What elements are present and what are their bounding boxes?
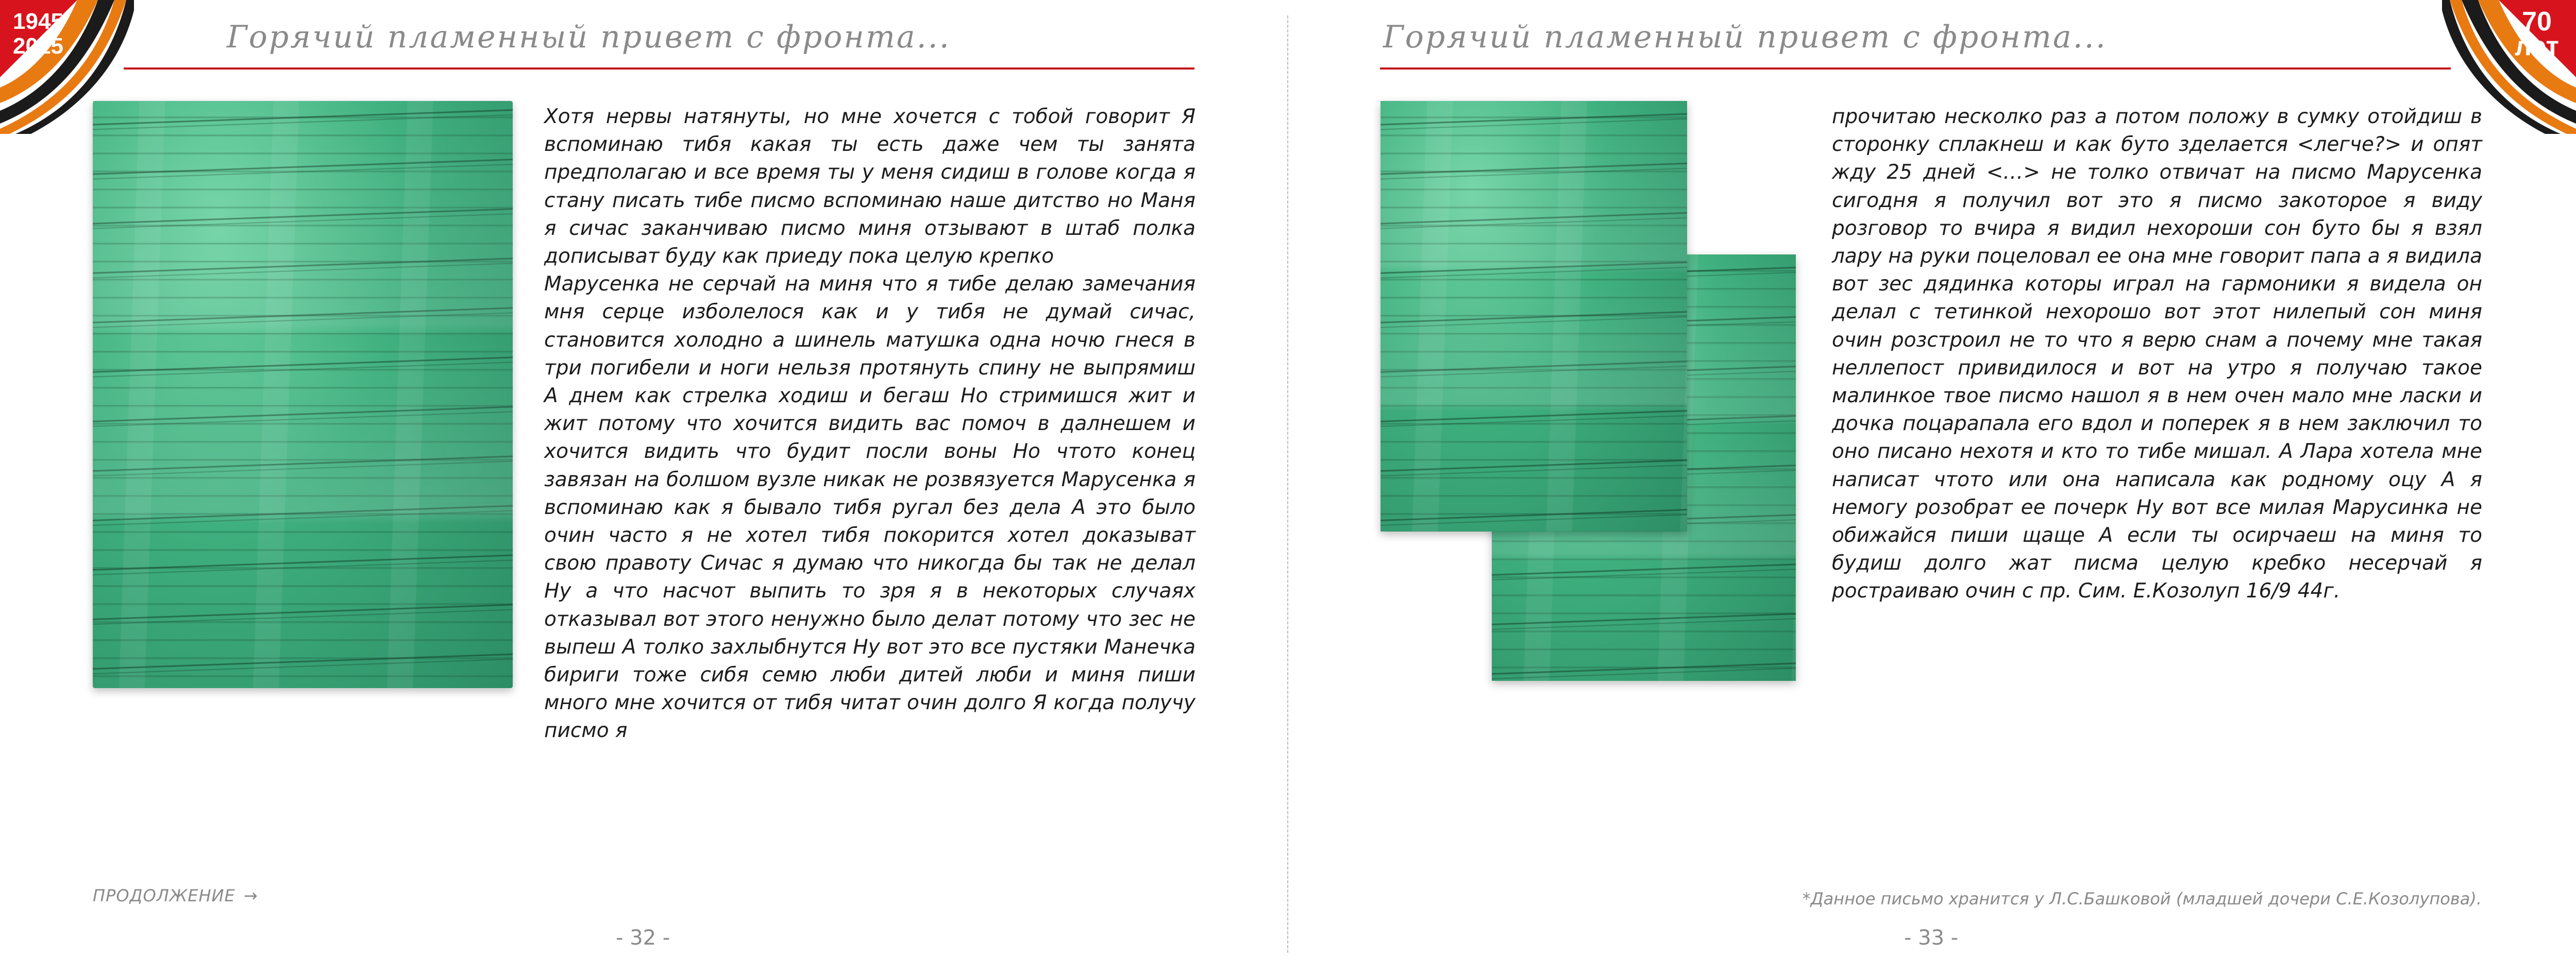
arrow-right-icon: → — [243, 886, 258, 905]
badge-year-end: 2015 — [13, 33, 63, 59]
badge-year-start: 1945 — [13, 9, 63, 34]
header-divider — [1380, 67, 2451, 70]
page-number: - 32 - — [616, 926, 670, 950]
letter-paragraph: Марусенка не серчай на миня что я тибе делаю замечания мня серце изболелося как и у тибя не думай сичас, становится холодно а шинель матушка одна ночю гнеся в три погибели и ноги нельзя протянуть спину не выпрямиш А днем как стрелка ходиш и бегаш Но стримишся жит и жит потому что хочится видить вас помоч в далнешем и хочится видить что будит посли воны Но чтото конец завязан на болшом вузле никак не розвязуется Марусенка я вспоминаю как я бывало тибя ругал без дела А это было очин часто я не хотел тибя покорится хотел доказыват свою правоту Сичас я думаю что никогда бы так не делал Ну а что насчот выпить то зря я в некоторых случаях отказывал вот этого ненужно было делат потому что зес не выпеш А толко захлыбнутся Ну вот это все пустяки Манечка бириги тоже сибя семю люби дитей люби и миня пиши много мне хочится от тибя читат очин долго Я когда получу писмо я — [544, 272, 1196, 743]
letter-scan-image-front — [1380, 101, 1687, 532]
continue-label: ПРОДОЛЖЕНИЕ — [93, 886, 235, 905]
continue-link[interactable] — [93, 886, 258, 905]
letter-paragraph: прочитаю несколко раз а потом положу в сумку отойдиш в сторонку сплакнеш и как буто зделается <легче?> и опят жду 25 дней <…> не толко отвичат на писмо Марусенка сигодня я получил вот это я писмо закоторое я виду розговор то вчира я видил нехороши сон буто бы я взял лару на руки поцеловал ее она мне говорит папа а я видила вот зес дядинка которы играл на гармоники я видела он делал с тетинкой нехорошо вот этот нилепый сон миня очин розстроил не то что я верю снам а почему мне такая неллепост привидилося и вот на утро я получаю такое малинкое твое писмо нашол я в нем очен мало мне ласки и дочка поцарапала его вдол и поперек я в нем заключил то оно писано нехотя и кто то тибе мишал. А Лара хотела мне написат чтото или она написала как родному оцу А я немогу розобрат ее почерк Ну вот все милая Марусинка не обижайся пиши щаще А если ты осирчаеш на миня то будиш долго жат писма целую кребко несерчай я ростраиваю очин с пр. Сим. Е.Козолуп 16/9 44г. — [1832, 105, 2482, 603]
letter-transcript — [544, 103, 1196, 745]
letter-paragraph: Хотя нервы натянуты, но мне хочется с тобой говорит Я вспоминаю тибя какая ты есть даже чем ты занята предполагаю и все время ты у меня сидиш в голове когда я стану писать тибе писмо вспоминаю наше дитство но Маня я сичас заканчиваю писмо миня отзывают в штаб полка дописыват буду как приеду пока целую крепко — [544, 105, 1196, 268]
footnote: *Данное письмо хранится у Л.С.Башковой (младшей дочери С.Е.Козолупова). — [1802, 889, 2482, 909]
page-number: - 33 - — [1904, 926, 1959, 950]
section-title: Горячий пламенный привет с фронта... — [227, 19, 951, 55]
badge-number: 70 — [2522, 7, 2552, 37]
badge-word: лет — [2514, 31, 2560, 61]
letter-transcript — [1832, 103, 2482, 606]
section-title: Горячий пламенный привет с фронта... — [1383, 19, 2107, 55]
header-divider — [124, 67, 1194, 70]
letter-scan-image — [93, 101, 513, 688]
